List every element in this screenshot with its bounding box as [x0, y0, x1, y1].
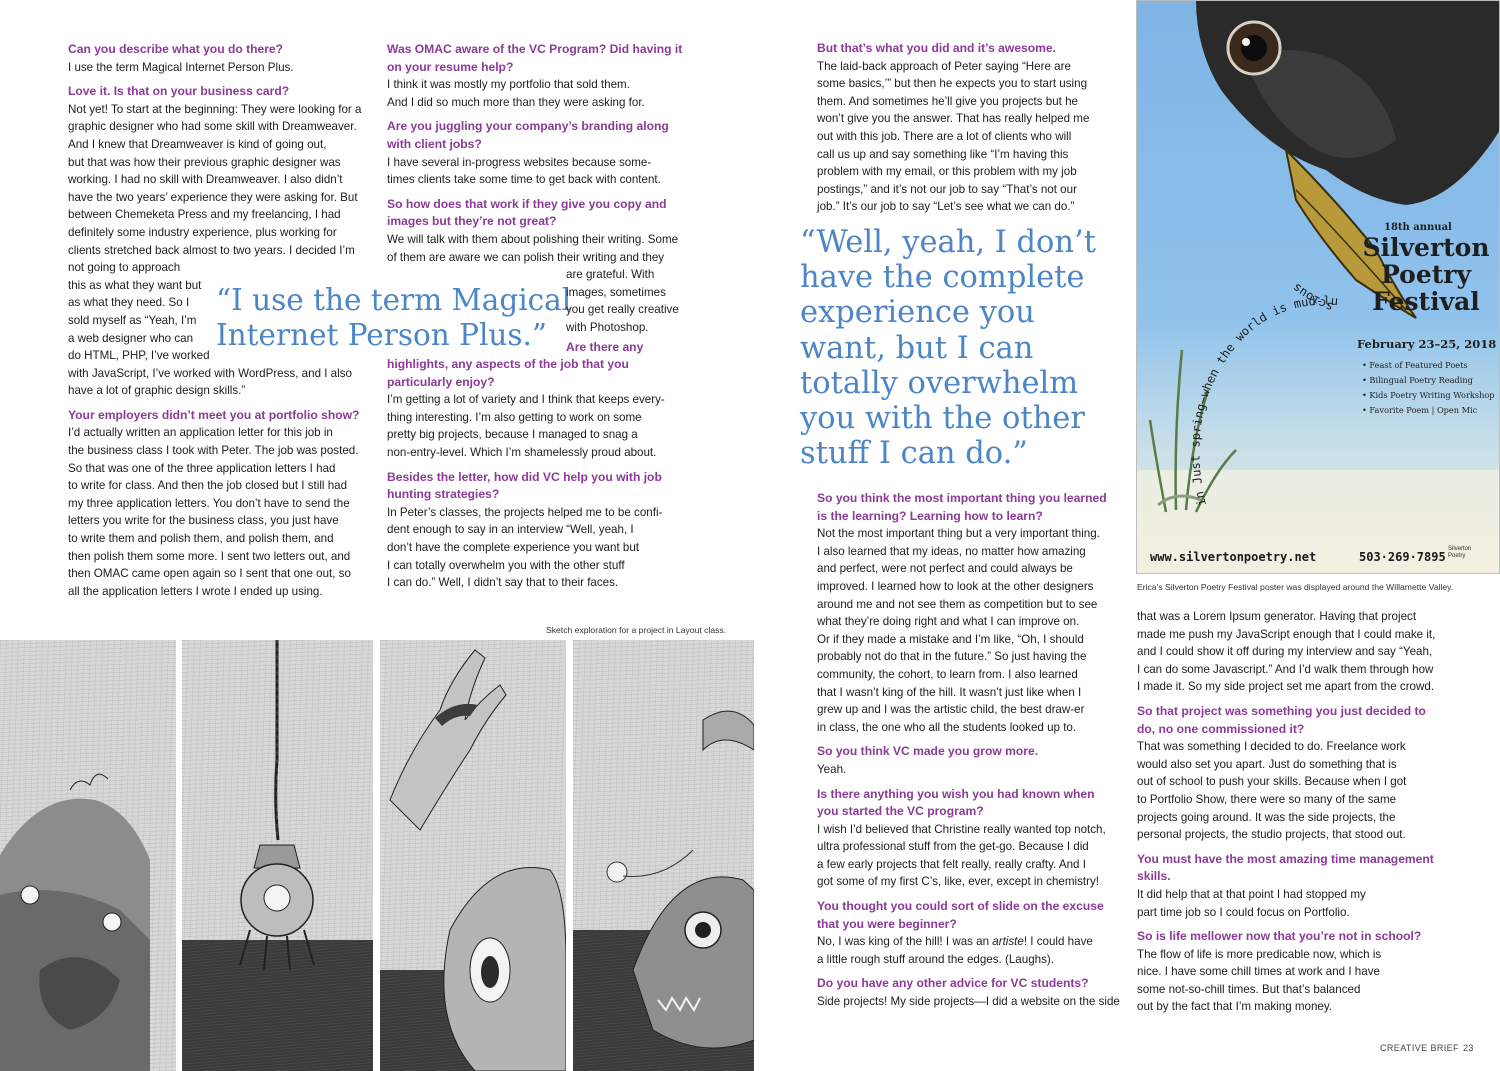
emphasis-text: artiste	[992, 935, 1024, 949]
sketch-panel-2	[182, 640, 373, 1071]
answer-text: No, I was king of the hill! I was an artiste! I could have	[817, 935, 1093, 949]
answer-text: a little rough stuff around the edges. (Laughs).	[817, 952, 1054, 966]
text-line: images, sometimes	[566, 285, 666, 299]
answer-text	[68, 101, 368, 400]
text-line: to Portfolio Show, there were so many of the same	[1137, 792, 1397, 806]
answer-text: Yeah.	[817, 762, 847, 776]
question-heading: Do you have any other advice for VC students?	[817, 976, 1089, 991]
poster-poem-text: in Just spring—when the world is mud-luscious	[1188, 280, 1339, 508]
poster-event-item: • Kids Poetry Writing Workshop	[1362, 390, 1495, 400]
text-line: the business class I took with Peter. The job was posted.	[68, 444, 359, 458]
question-heading: Was OMAC aware of the VC Program? Did having it on your resume help?	[387, 42, 683, 74]
text-line: then OMAC came open again so I sent that one out, so	[68, 567, 351, 581]
text-line: personal projects, the studio projects, that stood out.	[1137, 828, 1406, 842]
answer-text	[387, 391, 687, 461]
poster-logo: Silverton Poetry	[1448, 546, 1472, 559]
text-line: around me and not see them as competition but to see	[817, 597, 1098, 611]
answer-text: I use the term Magical Internet Person Plus.	[68, 60, 294, 74]
text-line: It did help that at that point I had stopped my	[1137, 887, 1366, 901]
text-line: to write for class. And then the job closed but I still had	[68, 479, 348, 493]
text-line: thing interesting. I’m also getting to work on some	[387, 410, 642, 424]
text-line: I also learned that my ideas, no matter how amazing	[817, 544, 1086, 558]
right-column-2	[1137, 608, 1447, 1016]
poster-dates: February 23–25, 2018	[1357, 337, 1497, 351]
question-heading-start: Are there any	[566, 339, 644, 354]
text-line: do HTML, PHP, I’ve worked	[68, 349, 210, 363]
text-line: in class, the one who all the students looked up to.	[817, 720, 1077, 734]
text-line: probably not do that in the future.” So just having the	[817, 650, 1087, 664]
text-line: won’t give you the answer. That has really helped me	[817, 112, 1090, 126]
sketch-hand-and-skull	[380, 640, 566, 1071]
sketch-rock-creature	[0, 640, 176, 1071]
text-line: Or if they made a mistake and I’m like, “Oh, I should	[817, 632, 1084, 646]
text-line: part time job so I could focus on Portfolio.	[1137, 905, 1350, 919]
question-heading: Love it. Is that on your business card?	[68, 84, 290, 99]
text-line: I’d actually written an application letter for this job in	[68, 426, 333, 440]
left-column-2	[387, 41, 687, 592]
text-line: out by the fact that I’m making money.	[1137, 1000, 1333, 1014]
sketch-diving-bell	[182, 640, 373, 1071]
question-heading: So how does that work if they give you copy and images but they’re not great?	[387, 196, 667, 229]
text-line: call us up and say something like “I’m having this	[817, 147, 1069, 161]
text-line: nice. I have some chill times at work and I have	[1137, 965, 1380, 979]
question-heading: highlights, any aspects of the job that you particularly enjoy?	[387, 357, 629, 389]
text-line: some not-so-chill times. But that’s balanced	[1137, 982, 1361, 996]
text-line: made me push my JavaScript enough that I could make it,	[1137, 627, 1436, 641]
text-line: So that was one of the three application letters I had	[68, 461, 336, 475]
poster-phone: 503·269·7895	[1359, 550, 1446, 564]
text-line: dent enough to say in an interview “Well, yeah, I	[387, 523, 634, 537]
answer-text	[387, 154, 687, 189]
answer-text	[1137, 738, 1447, 844]
text-line: graphic designer who had some skill with Dreamweaver.	[68, 120, 357, 134]
poster-frame	[1136, 0, 1500, 574]
text-line: not going to approach	[68, 261, 181, 275]
text-line: postings,” and it’s not our job to say “That’s not our	[817, 182, 1077, 196]
sketch-panel-1	[0, 640, 176, 1071]
text-line: between Chemeketa Press and my freelancing, I had	[68, 208, 341, 222]
pull-quote-line: Internet Person Plus.”	[216, 318, 547, 352]
text-line: grew up and I was the artistic child, the best draw-er	[817, 703, 1085, 717]
text-line: projects going around. It was the side projects, the	[1137, 810, 1396, 824]
text-line: I can do.” Well, I didn’t say that to their faces.	[387, 576, 619, 590]
text-line: as what they need. So I	[68, 296, 190, 310]
text-line: and I could show it off during my interview and say “Yeah,	[1137, 645, 1433, 659]
text-line: I can totally overwhelm you with the other stuff	[387, 558, 625, 572]
pull-quote-line: experience you	[800, 295, 1035, 331]
text-line: job.” It’s our job to say “Let’s see what we can do.”	[817, 200, 1075, 214]
footer-page-number: 23	[1463, 1043, 1474, 1053]
text-line: improved. I learned how to look at the other designers	[817, 579, 1094, 593]
text-line: I made it. So my side project set me apart from the crowd.	[1137, 680, 1435, 694]
text-line: clients stretched back almost to two years. I decided I’m	[68, 243, 355, 257]
text-line: I’m getting a lot of variety and I think that keeps every-	[387, 393, 665, 407]
text-line: what they’re doing right and what I can improve on.	[817, 615, 1080, 629]
text-line: a web designer who can	[68, 331, 194, 345]
text-line: of them are aware we can polish their writing and they	[387, 250, 665, 264]
question-heading: So you think VC made you grow more.	[817, 744, 1039, 759]
text-line: pretty big projects, because I managed to snag a	[387, 428, 638, 442]
text-line: don’t have the complete experience you want but	[387, 541, 640, 555]
text-line: my three application letters. You don’t have to send the	[68, 496, 350, 510]
answer-text	[387, 231, 687, 266]
poster-caption: Erica’s Silverton Poetry Festival poster was displayed around the Willamette Valley.	[1137, 582, 1454, 592]
text-line: letters you write for the business class, you just have	[68, 514, 339, 528]
answer-text: Side projects! My side projects—I did a website on the side	[817, 995, 1120, 1009]
pull-quote-line: want, but I can	[800, 330, 1034, 366]
text-line: And I did so much more than they were asking for.	[387, 95, 645, 109]
poster-title-line: Silverton	[1362, 233, 1490, 262]
answer-text	[817, 525, 1117, 736]
text-line: I have several in-progress websites because some-	[387, 155, 652, 169]
text-line: some basics,’” but then he expects you to start using	[817, 77, 1088, 91]
text-line: out with this job. There are a lot of clients who will	[817, 129, 1072, 143]
text-line: working. I had no skill with Dreamweaver. I also didn’t	[68, 173, 343, 187]
question-heading: Can you describe what you do there?	[68, 42, 284, 56]
question-heading: So you think the most important thing you learned is the learning? Learning how to learn?	[817, 491, 1107, 523]
text-line: In Peter’s classes, the projects helped me to be confi-	[387, 505, 663, 519]
text-line: all the application letters I wrote I ended up using.	[68, 584, 323, 598]
poster-title-line: Poetry	[1381, 260, 1471, 289]
text-line: ultra professional stuff from the get-go. Because I did	[817, 840, 1089, 854]
pull-quote-line: you with the other	[800, 401, 1085, 437]
poster-event-item: • Feast of Featured Poets	[1362, 360, 1468, 370]
question-heading: Is there anything you wish you had known when you started the VC program?	[817, 786, 1095, 819]
pull-quote-line: totally overwhelm	[800, 365, 1079, 401]
poster-title-line: Festival	[1372, 287, 1480, 316]
poster-annual-label: 18th annual	[1384, 222, 1452, 233]
text-line: a few early projects that felt really, really crafty. And I	[817, 857, 1086, 871]
answer-text	[817, 58, 1117, 216]
right-column-1-top	[817, 40, 1117, 216]
pull-quote-large	[800, 225, 1096, 471]
text-line: with Photoshop.	[566, 320, 649, 334]
text-line: Not yet! To start at the beginning: They were looking for a	[68, 102, 362, 116]
text-line: And I knew that Dreamweaver is kind of going out,	[68, 137, 327, 151]
text-line: community, the cohort, to learn from. I also learned	[817, 667, 1078, 681]
text-line: I wish I’d believed that Christine really wanted top notch,	[817, 822, 1106, 836]
text-line: you get really creative	[566, 303, 679, 317]
answer-text	[817, 821, 1117, 891]
sketch-anglerfish	[573, 640, 754, 1071]
question-heading: Your employers didn’t meet you at portfolio show?	[68, 407, 360, 422]
text-line: definitely some industry experience, plus working for	[68, 225, 337, 239]
text-line: them. And sometimes he’ll give you projects but he	[817, 94, 1078, 108]
sketch-panel-3	[380, 640, 566, 1071]
text-line: problem with my email, or this problem with my job	[817, 165, 1077, 179]
text-line: that I wasn’t king of the hill. It wasn’t just like when I	[817, 685, 1082, 699]
answer-text	[387, 504, 687, 592]
text-line: have a lot of graphic design skills.”	[68, 384, 246, 398]
question-heading: Besides the letter, how did VC help you with job hunting strategies?	[387, 469, 662, 502]
poster-event-item: • Bilingual Poetry Reading	[1362, 375, 1473, 385]
text-line: The flow of life is more predicable now, which is	[1137, 947, 1382, 961]
sketch-caption: Sketch exploration for a project in Layout class.	[546, 625, 727, 635]
pull-quote-line: “I use the term Magical	[216, 283, 572, 317]
answer-text-narrow	[387, 266, 687, 336]
text-line: and perfect, were not perfect and could always be	[817, 562, 1073, 576]
footer-magazine-name: CREATIVE BRIEF	[1380, 1043, 1459, 1053]
question-heading: Are you juggling your company’s branding along with client jobs?	[387, 119, 669, 151]
text-line: but that was how their previous graphic designer was	[68, 155, 341, 169]
text-line: Not the most important thing but a very important thing.	[817, 527, 1100, 541]
question-heading: You must have the most amazing time management skills.	[1137, 851, 1434, 884]
right-column-1-bottom	[817, 490, 1120, 1011]
pull-quote-line: have the complete	[800, 260, 1085, 296]
text-line: out of school to push your skills. Because when I got	[1137, 775, 1407, 789]
sketch-panel-4	[573, 640, 754, 1071]
text-line: That was something I decided to do. Freelance work	[1137, 740, 1406, 754]
poster-event-item: • Favorite Poem | Open Mic	[1362, 405, 1478, 415]
answer-text	[387, 76, 687, 111]
text-line: are grateful. With	[566, 268, 655, 282]
question-heading: So is life mellower now that you’re not in school?	[1137, 929, 1422, 944]
question-heading: So that project was something you just decided to do, no one commissioned it?	[1137, 703, 1426, 736]
text-line: times clients take some time to get back with content.	[387, 173, 661, 187]
text-line: with JavaScript, I’ve worked with WordPress, and I also	[68, 366, 352, 380]
text-line: have the two years’ experience they were asking for. But	[68, 190, 358, 204]
text-line: that was a Lorem Ipsum generator. Having that project	[1137, 610, 1417, 623]
text-line: We will talk with them about polishing their writing. Some	[387, 232, 679, 246]
question-heading: You thought you could sort of slide on the excuse that you were beginner?	[817, 899, 1104, 931]
answer-text	[68, 424, 368, 600]
text-line: I think it was mostly my portfolio that sold them.	[387, 78, 630, 92]
question-heading: But that’s what you did and it’s awesome.	[817, 41, 1056, 55]
answer-text	[1137, 886, 1447, 921]
text-line: got some of my first C’s, like, ever, except in chemistry!	[817, 875, 1099, 889]
text-line: sold myself as “Yeah, I’m	[68, 313, 197, 327]
text-line: then polish them some more. I sent two letters out, and	[68, 549, 351, 563]
answer-text	[1137, 608, 1447, 696]
text-line: The laid-back approach of Peter saying “Here are	[817, 59, 1071, 73]
poster-url: www.silvertonpoetry.net	[1150, 550, 1317, 564]
answer-text	[1137, 946, 1447, 1016]
poetry-festival-poster	[1136, 0, 1500, 574]
text-line: to write them and polish them, and polish them, and	[68, 532, 334, 546]
text-line: I can do some Javascript.” And I’d walk them through how	[1137, 662, 1434, 676]
text-line: would also set you apart. Just do something that is	[1137, 757, 1397, 771]
pull-quote-line: stuff I can do.”	[800, 436, 1028, 472]
text-line: non-entry-level. Which I’m shamelessly proud about.	[387, 446, 657, 460]
text-line: this as what they want but	[68, 278, 202, 292]
pull-quote-line: “Well, yeah, I don’t	[800, 225, 1096, 260]
